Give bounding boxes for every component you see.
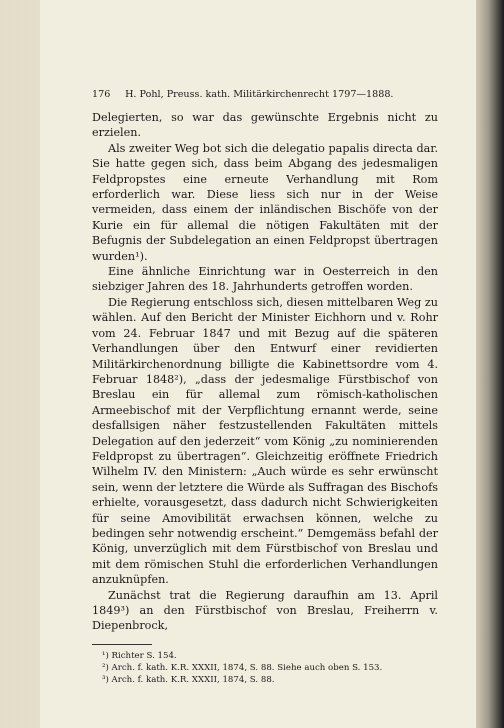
- paragraph: Eine ähnliche Einrichtung war in Oesterreich in den siebziger Jahren des 18. Jahrhunderts getroffen worden.: [92, 265, 438, 294]
- footnote-divider: [92, 644, 152, 645]
- paragraph: Als zweiter Weg bot sich die delegatio papalis directa dar. Sie hatte gegen sich, dass beim Abgang des jedesmaligen Feldpropstes eine erneute Verhandlung mit Rom erforderlich war. Diese liess sich nur in der Weise vermeiden, dass einem der inländischen Bischöfe von der Kurie ein für allemal die nötigen Fakultäten mit der Befugnis der Subdelegation an einen Feldpropst übertragen wurden¹).: [92, 141, 438, 263]
- paragraph: Delegierten, so war das gewünschte Ergebnis nicht zu erzielen.: [92, 111, 438, 140]
- footnote: ¹) Richter S. 154.: [102, 650, 177, 661]
- page-content: [92, 88, 438, 686]
- footnote: ³) Arch. f. kath. K.R. XXXII, 1874, S. 88.: [102, 674, 275, 685]
- page-number: 176: [92, 89, 111, 100]
- running-header: [92, 88, 438, 110]
- running-title: H. Pohl, Preuss. kath. Militärkirchenrecht 1797—1888.: [125, 89, 394, 100]
- footnote: ²) Arch. f. kath. K.R. XXXII, 1874, S. 88. Siehe auch oben S. 153.: [102, 662, 383, 673]
- book-gutter-shadow: [476, 0, 504, 728]
- paragraph: Zunächst trat die Regierung daraufhin am 13. April 1849³) an den Fürstbischof von Breslau, Freiherrn v. Diepenbrock,: [92, 588, 438, 633]
- page-stack-edge: [0, 0, 40, 728]
- paragraph: Die Regierung entschloss sich, diesen mittelbaren Weg zu wählen. Auf den Bericht der Minister Eichhorn und v. Rohr vom 24. Februar 1847 und mit Bezug auf die späteren Verhandlungen über den Entwurf einer revidierten Militärkirchenordnung billigte die Kabinettsordre vom 4. Februar 1848²), „dass der jedesmalige Fürstbischof von Breslau ein für allemal zum römisch-katholischen Armeebischof mit der Verpflichtung ernannt werde, seine desfallsigen näher festzustellenden Fakultäten mittels Delegation auf den jederzeit“ vom König „zu nominierenden Feldpropst zu übertragen“. Gleichzeitig eröffnete Friedrich Wilhelm IV. den Ministern: „Auch würde es sehr erwünscht sein, wenn der letztere die Würde als Suffragan des Bischofs erhielte, vorausgesetzt, dass dadurch nicht Schwierigkeiten für seine Amovibilität erwachsen können, welche zu bedingen sehr notwendig erscheint.“ Demgemäss befahl der König, unverzüglich mit dem Fürstbischof von Breslau und mit dem römischen Stuhl die erforderlichen Verhandlungen anzuknüpfen.: [92, 295, 438, 587]
